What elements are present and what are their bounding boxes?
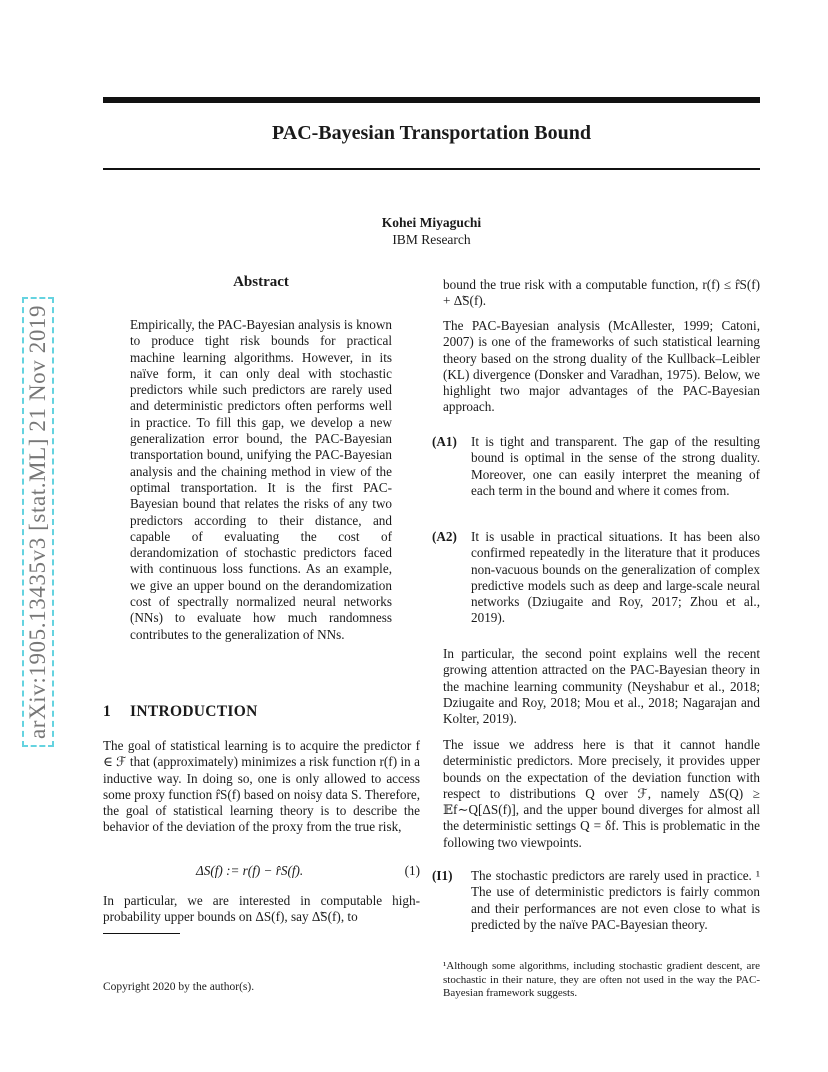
author-name: Kohei Miyaguchi	[381, 215, 482, 230]
author-block	[103, 214, 760, 248]
item-label: (A2)	[432, 529, 457, 544]
section-heading	[103, 703, 258, 721]
section-title: INTRODUCTION	[130, 703, 258, 720]
intro-paragraph-1: The goal of statistical learning is to acquire the predictor f ∈ ℱ that (approximately) minimizes a risk function r(f) in a inductive way. In doing so, one is only allowed to access some proxy function r̂S(f) based on noisy data S. Therefore, the goal of statistical learning theory is to describe the behavior of the deviation of the proxy from the true risk,	[103, 738, 420, 835]
item-label: (A1)	[432, 434, 457, 449]
title-rule-bottom	[103, 168, 760, 170]
paper-title: PAC-Bayesian Transportation Bound	[272, 122, 591, 144]
advantage-item-a2	[432, 529, 760, 627]
equation-expression: ΔS(f) := r(f) − r̂S(f).	[196, 863, 304, 878]
advantage-item-a1	[432, 434, 760, 499]
footnote-rule-left	[103, 933, 180, 934]
title-rule-top	[103, 97, 760, 103]
author-affiliation: IBM Research	[392, 232, 471, 247]
right-paragraph-3: The issue we address here is that it cannot handle deterministic predictors. More precisely, it provides upper bounds on the expectation of the deviation function with respect to distributions Q over ℱ, namely Δ̃S(Q) ≥ 𝔼f∼Q[ΔS(f)], and the upper bound diverges for almost all the deterministic settings Q = δf. This is problematic in the following two viewpoints.	[443, 737, 760, 850]
item-text: It is usable in practical situations. It has been also confirmed repeatedly in the literature that it produces non-vacuous bounds on the generalization of complex predictive models such as deep and large-scale neural networks (Dziugaite and Roy, 2017; Zhou et al., 2019).	[471, 529, 760, 626]
item-label: (I1)	[432, 868, 453, 883]
section-number: 1	[103, 703, 112, 720]
copyright-notice: Copyright 2020 by the author(s).	[103, 981, 255, 993]
arxiv-stamp[interactable]: arXiv:1905.13435v3 [stat.ML] 21 Nov 2019	[22, 297, 54, 747]
abstract-heading: Abstract	[233, 274, 289, 290]
item-text: It is tight and transparent. The gap of the resulting bound is optimal in the sense of the strong duality. Moreover, one can easily interpret the meaning of each term in the bound and where it comes from.	[471, 434, 760, 498]
right-paragraph-1: The PAC-Bayesian analysis (McAllester, 1999; Catoni, 2007) is one of the frameworks of such statistical learning theory based on the strong duality of the Kullback–Leibler (KL) divergence (Donsker and Varadhan, 1975). Below, we highlight two major advantages of the PAC-Bayesian approach.	[443, 318, 760, 415]
right-paragraph-2: In particular, the second point explains well the recent growing attention attracted on the PAC-Bayesian theory in the machine learning community (Neyshabur et al., 2018; Dziugaite and Roy, 2018; Mou et al., 2018; Nagarajan and Kolter, 2019).	[443, 646, 760, 727]
equation-number: (1)	[404, 863, 420, 878]
issue-item-i1	[432, 868, 760, 933]
right-paragraph-0: bound the true risk with a computable function, r(f) ≤ r̂S(f) + Δ̃S(f).	[443, 277, 760, 309]
abstract-text: Empirically, the PAC-Bayesian analysis is known to produce tight risk bounds for practical machine learning algorithms. However, in its naïve form, it can only deal with stochastic predictors while such predictors are rarely used and deterministic predictors often performs well in practice. To fill this gap, we develop a new generalization error bound, the PAC-Bayesian transportation bound, unifying the PAC-Bayesian analysis and the chaining method in view of the optimal transportation. It is the first PAC-Bayesian bound that relates the risks of any two predictors according to their distance, and capable of evaluating the cost of derandomization of stochastic predictors faced with continuous loss functions. As an example, we give an upper bound on the derandomization cost of spectrally normalized neural networks (NNs) to evaluate how much randomness contributes to the generalization of NNs.	[130, 317, 392, 642]
item-text: The stochastic predictors are rarely used in practice. ¹ The use of deterministic predictors is fairly common and their performances are not even close to what is predicted by the naïve PAC-Bayesian theory.	[471, 868, 760, 932]
intro-paragraph-2: In particular, we are interested in computable high-probability upper bounds on ΔS(f), say Δ̃S(f), to	[103, 893, 420, 925]
footnote-1: ¹Although some algorithms, including stochastic gradient descent, are stochastic in their nature, they are often not used in the way the PAC-Bayesian framework suggests.	[443, 960, 760, 999]
abstract-body	[130, 317, 392, 643]
